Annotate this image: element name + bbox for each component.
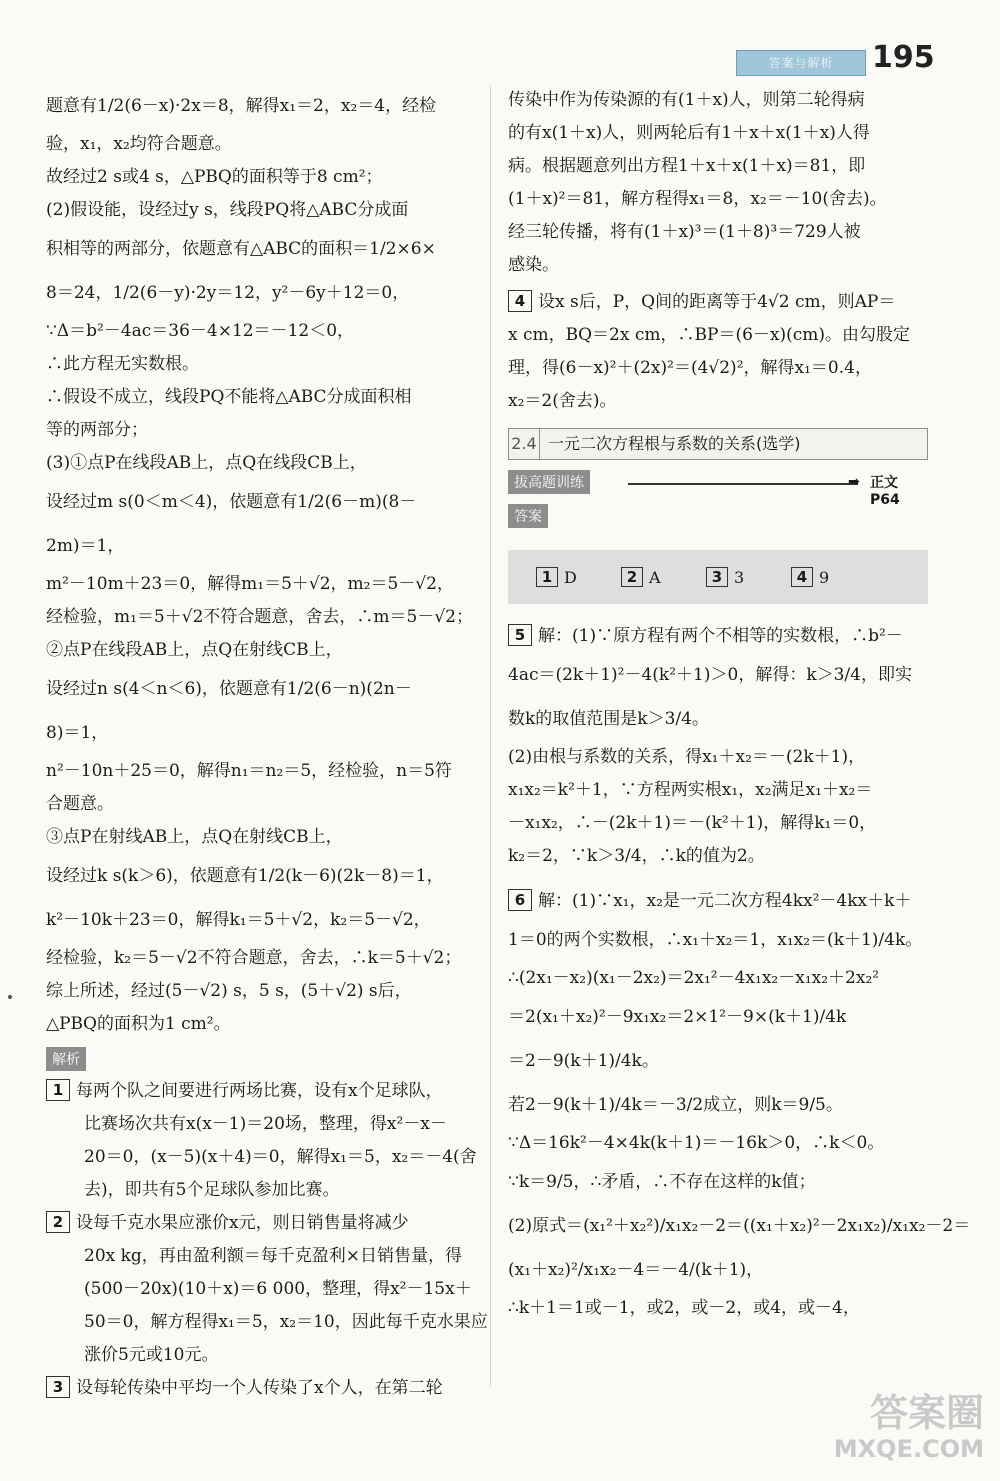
text-line: (2)假设能，设经过y s，线段PQ将△ABC分成面 [46,200,409,220]
answer-item-6 [508,885,971,1325]
text-line: (1＋x)²＝81，解方程得x₁＝8，x₂＝－10(舍去)。 [508,189,887,209]
text-line: 20x kg，再由盈利额＝每千克盈利×日销售量，得 [84,1246,463,1266]
analysis-item-1 [46,1075,476,1207]
text-line: 若2－9(k＋1)/4k＝－3/2成立，则k＝9/5。 [508,1095,843,1115]
page-header [736,40,936,78]
text-line: 涨价5元或10元。 [84,1345,219,1365]
watermark-logo [814,1391,984,1471]
text-line: 8)＝1， [46,723,109,743]
text-line: ＝2－9(k＋1)/4k。 [508,1051,659,1071]
text-line: 2m)＝1， [46,536,125,556]
text-line: 设每千克水果应涨价x元，则日销售量将减少 [76,1213,409,1233]
text-line: ③点P在射线AB上，点Q在射线CB上， [46,827,343,847]
watermark-top: 答案圈 [869,1391,984,1435]
section-heading [508,428,928,460]
item-number: 1 [536,567,558,587]
answer-label: 答案 [508,504,548,528]
text-line: 题意有1/2(6－x)·2x＝8，解得x₁＝2，x₂＝4，经检 [46,96,437,116]
scan-mark [8,995,12,999]
text-line: 解：(1)∵原方程有两个不相等的实数根，∴b²－ [538,626,903,646]
text-line: k²－10k＋23＝0，解得k₁＝5＋√2，k₂＝5－√2， [46,910,431,930]
item-number: 3 [706,567,728,587]
training-row [508,468,928,508]
text-line: 感染。 [508,255,559,275]
answer-value: A [649,568,661,587]
text-line: 经检验，m₁＝5＋√2不符合题意，舍去，∴m＝5－√2； [46,607,473,627]
text-line: 50＝0，解方程得x₁＝5，x₂＝10，因此每千克水果应 [84,1312,488,1332]
text-line: 病。根据题意列出方程1＋x＋x(1＋x)＝81，即 [508,156,866,176]
page-reference: 正文 P64 [870,475,900,508]
text-line: 20＝0，(x－5)(x＋4)＝0，解得x₁＝5，x₂＝－4(舍 [84,1147,477,1167]
text-line: 设经过n s(4＜n＜6)，依题意有1/2(6－n)(2n－ [46,679,412,699]
column-divider [490,86,491,1386]
answer-item-4 [508,286,928,418]
text-line: x cm，BQ＝2x cm，∴BP＝(6－x)(cm)。由勾股定 [508,325,911,345]
text-line: 设经过k s(k＞6)，依题意有1/2(k－6)(2k－8)＝1， [46,866,444,886]
text-line: (3)①点P在线段AB上，点Q在线段CB上， [46,453,367,473]
training-label: 拔高题训练 [508,470,590,494]
text-line: 去)，即共有5个足球队参加比赛。 [84,1180,340,1200]
text-line: 经检验，k₂＝5－√2不符合题意，舍去，∴k＝5＋√2； [46,948,462,968]
text-line: 等的两部分； [46,420,148,440]
header-tab: 答案与解析 [736,50,866,76]
text-line: (2)原式＝(x₁²＋x₂²)/x₁x₂－2＝((x₁＋x₂)²－2x₁x₂)/x₁x₂－2＝ [508,1216,971,1236]
analysis-item-3 [46,1372,476,1405]
text-line: －x₁x₂，∴－(2k＋1)＝－(k²＋1)，解得k₁＝0， [508,813,877,833]
section-title: 一元二次方程根与系数的关系(选学) [548,434,801,453]
text-line: (x₁＋x₂)²/x₁x₂－4＝－4/(k＋1)， [508,1260,764,1280]
text-line: 设经过m s(0＜m＜4)，依题意有1/2(6－m)(8－ [46,492,417,512]
text-line: ②点P在线段AB上，点Q在射线CB上， [46,640,343,660]
text-line: ∵Δ＝b²－4ac＝36－4×12＝－12＜0， [46,321,355,341]
text-line: 传染中作为传染源的有(1＋x)人，则第二轮得病 [508,90,865,110]
text-line: ∵Δ＝16k²－4×4k(k＋1)＝－16k＞0，∴k＜0。 [508,1133,885,1153]
text-line: ∵k＝9/5，∴矛盾，∴不存在这样的k值； [508,1172,816,1192]
text-line: 理，得(6－x)²＋(2x)²＝(4√2)²，解得x₁＝0.4， [508,358,872,378]
answer-value: 3 [734,568,745,587]
item-number: 4 [508,290,532,312]
arrow-right-icon: ➡ [848,474,860,490]
item-number: 1 [46,1079,70,1101]
text-line: 验，x₁，x₂均符合题意。 [46,134,232,154]
item-number: 4 [791,567,813,587]
text-line: ∴k＋1＝1或－1，或2，或－2，或4，或－4， [508,1298,860,1318]
page-number: 195 [872,40,935,75]
answer-item-5 [508,620,928,873]
text-line: m²－10m＋23＝0，解得m₁＝5＋√2，m₂＝5－√2， [46,574,454,594]
text-line: (2)由根与系数的关系，得x₁＋x₂＝－(2k＋1)， [508,747,866,767]
text-line: (500－20x)(10＋x)＝6 000，整理，得x²－15x＋ [84,1279,472,1299]
answer-choice [706,567,791,587]
text-line: 故经过2 s或4 s，△PBQ的面积等于8 cm²； [46,167,383,187]
text-line: 综上所述，经过(5－√2) s，5 s，(5＋√2) s后， [46,981,412,1001]
analysis-item-2 [46,1207,488,1372]
text-line: 4ac＝(2k＋1)²－4(k²＋1)＞0，解得：k＞3/4，即实 [508,665,912,685]
arrow-line [628,483,858,485]
text-line: x₁x₂＝k²＋1，∵方程两实根x₁，x₂满足x₁＋x₂＝ [508,780,873,800]
item-number: 3 [46,1376,70,1398]
text-line: 数k的取值范围是k＞3/4。 [508,709,709,729]
item-number: 2 [46,1211,70,1233]
watermark-bottom: MXQE.COM [833,1435,984,1463]
text-line: 每两个队之间要进行两场比赛，设有x个足球队， [76,1081,443,1101]
answer-choice [621,567,706,587]
text-line: ∴此方程无实数根。 [46,354,199,374]
text-line: x₂＝2(舍去)。 [508,391,617,411]
analysis-label: 解析 [46,1047,86,1071]
text-line: ∴假设不成立，线段PQ不能将△ABC分成面积相 [46,387,412,407]
answer-value: D [564,568,577,587]
text-line: 比赛场次共有x(x－1)＝20场，整理，得x²－x－ [84,1114,447,1134]
text-line: 8＝24，1/2(6－y)·2y＝12，y²－6y＋12＝0， [46,283,410,303]
answer-value: 9 [819,568,830,587]
text-line: △PBQ的面积为1 cm²。 [46,1014,231,1034]
answer-band [508,550,928,604]
text-line: 1＝0的两个实数根，∴x₁＋x₂＝1，x₁x₂＝(k＋1)/4k。 [508,930,923,950]
item-number: 6 [508,889,532,911]
text-line: n²－10n＋25＝0，解得n₁＝n₂＝5，经检验，n＝5符 [46,761,452,781]
text-line: 的有x(1＋x)人，则两轮后有1＋x＋x(1＋x)人得 [508,123,870,143]
text-line: 解：(1)∵x₁，x₂是一元二次方程4kx²－4kx＋k＋ [538,891,912,911]
text-line: 设x s后，P，Q间的距离等于4√2 cm，则AP＝ [538,292,896,312]
text-line: ＝2(x₁＋x₂)²－9x₁x₂＝2×1²－9×(k＋1)/4k [508,1007,847,1027]
text-line: ∴(2x₁－x₂)(x₁－2x₂)＝2x₁²－4x₁x₂－x₁x₂＋2x₂² [508,968,880,988]
right-column [508,84,971,1325]
left-column [46,84,488,1405]
section-number: 2.4 [509,429,540,459]
answer-choice [791,567,876,587]
text-line: 经三轮传播，将有(1＋x)³＝(1＋8)³＝729人被 [508,222,861,242]
text-line: 设每轮传染中平均一个人传染了x个人，在第二轮 [76,1378,443,1398]
text-line: 积相等的两部分，依题意有△ABC的面积＝1/2×6× [46,239,436,259]
text-line: 合题意。 [46,794,114,814]
item-number: 2 [621,567,643,587]
text-line: k₂＝2，∵k＞3/4，∴k的值为2。 [508,846,765,866]
item-number: 5 [508,624,532,646]
answer-choice [536,567,621,587]
